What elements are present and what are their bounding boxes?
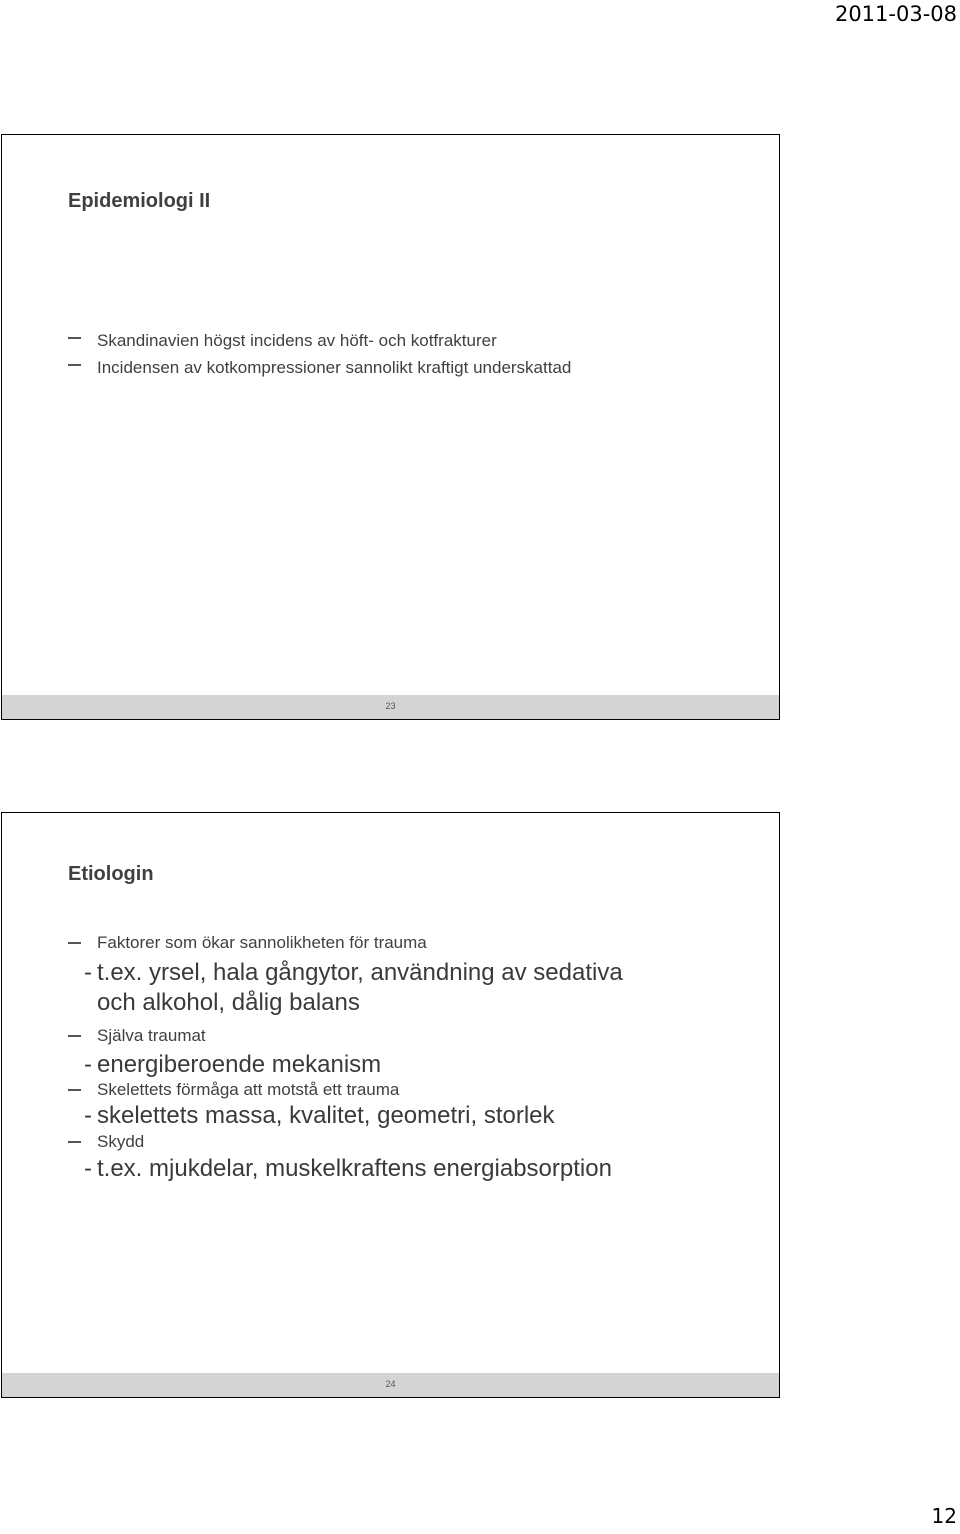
page-number: 12	[931, 1504, 957, 1528]
slide-footer	[2, 695, 779, 719]
slide-23	[1, 134, 780, 720]
bullet-item: Incidensen av kotkompressioner sannolikt kraftigt underskattad	[68, 354, 758, 381]
slide-number: 24	[385, 1379, 396, 1389]
sub-bullet-line: energiberoende mekanism	[97, 1051, 382, 1078]
dash-marker: -	[84, 1102, 92, 1129]
sub-bullet-item	[68, 1101, 758, 1131]
bullet-list	[68, 932, 758, 1185]
bullet-item: Skydd	[68, 1131, 758, 1153]
sub-bullet-item	[68, 958, 758, 1018]
bullet-item: Skandinavien högst incidens av höft- och kotfrakturer	[68, 327, 758, 354]
sub-bullet-item	[68, 1153, 758, 1185]
sub-bullet-line: och alkohol, dålig balans	[97, 989, 360, 1016]
bullet-item: Skelettets förmåga att motstå ett trauma	[68, 1079, 758, 1101]
bullet-item: Faktorer som ökar sannolikheten för trauma	[68, 932, 758, 954]
dash-marker: -	[84, 959, 92, 986]
bullet-list	[68, 327, 758, 381]
sub-bullet-line: t.ex. mjukdelar, muskelkraftens energiabsorption	[97, 1155, 612, 1182]
slide-number: 23	[385, 701, 396, 711]
dash-marker: -	[84, 1051, 92, 1078]
sub-bullet-item	[68, 1051, 758, 1079]
slide-title: Epidemiologi II	[68, 190, 211, 212]
sub-bullet-line: t.ex. yrsel, hala gångytor, användning av sedativa	[97, 959, 623, 986]
slide-title: Etiologin	[68, 863, 154, 885]
dash-marker: -	[84, 1155, 92, 1182]
slide-24	[1, 812, 780, 1398]
bullet-item: Själva traumat	[68, 1025, 758, 1047]
sub-bullet-line: skelettets massa, kvalitet, geometri, storlek	[97, 1102, 555, 1129]
slide-footer	[2, 1373, 779, 1397]
page-date: 2011-03-08	[834, 2, 957, 26]
